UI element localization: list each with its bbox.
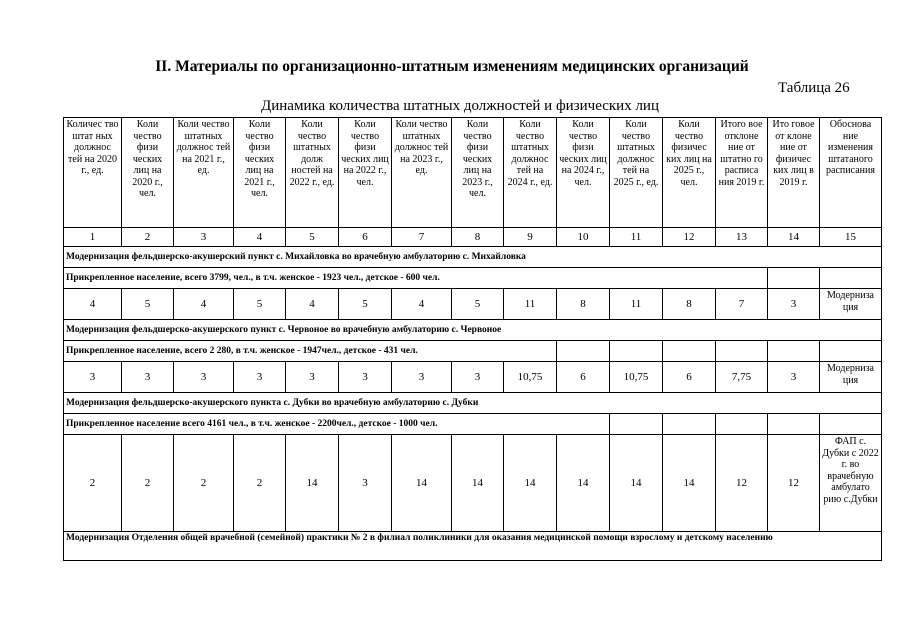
data-cell: 12	[768, 435, 820, 532]
data-cell: 8	[557, 289, 610, 320]
empty-cell	[820, 341, 882, 362]
column-number: 7	[392, 228, 452, 247]
header-cell: Обоснова ние изменения штатаного расписания	[820, 118, 882, 228]
header-cell: Ито говое от клоне ние от физичес ких лиц в 2019 г.	[768, 118, 820, 228]
data-cell: 14	[392, 435, 452, 532]
data-cell: 5	[452, 289, 504, 320]
final-section-title: Модернизация Отделения общей врачебной (семейной) практики № 2 в филиал поликлиники для оказания медицинской помощи взрослому и детскому населению	[64, 532, 882, 561]
empty-cell	[663, 341, 716, 362]
data-cell: 2	[122, 435, 174, 532]
column-number: 2	[122, 228, 174, 247]
data-cell: 3	[174, 362, 234, 393]
data-row	[64, 289, 882, 320]
data-cell: 6	[557, 362, 610, 393]
empty-cell	[716, 341, 768, 362]
data-cell: 11	[610, 289, 663, 320]
header-row	[64, 118, 882, 228]
data-row	[64, 435, 882, 532]
header-cell: Коли чество штатных должнос тей на 2024 г., ед.	[504, 118, 557, 228]
population-row	[64, 341, 882, 362]
header-cell: Коли чество штатных должнос тей на 2021 г., ед.	[174, 118, 234, 228]
data-cell: 7	[716, 289, 768, 320]
population-text: Прикрепленное население, всего 2 280, в т.ч. женское - 1947чел., детское - 431 чел.	[64, 341, 557, 362]
section-title: Модернизация фельдшерско-акушерского пункта с. Дубки во врачебную амбулаторию с. Дубки	[64, 393, 882, 414]
column-number: 14	[768, 228, 820, 247]
column-number: 12	[663, 228, 716, 247]
data-cell: 10,75	[504, 362, 557, 393]
data-cell: 3	[452, 362, 504, 393]
population-text: Прикрепленное население, всего 3799, чел., в т.ч. женское - 1923 чел., детское - 600 чел.	[64, 268, 768, 289]
data-cell: 5	[234, 289, 286, 320]
table-caption: Динамика количества штатных должностей и физических лиц	[261, 98, 659, 114]
data-cell: 12	[716, 435, 768, 532]
data-cell: 10,75	[610, 362, 663, 393]
data-cell: 5	[339, 289, 392, 320]
data-cell: 6	[663, 362, 716, 393]
empty-cell	[820, 268, 882, 289]
empty-cell	[820, 414, 882, 435]
data-cell: 3	[339, 362, 392, 393]
data-cell: 14	[452, 435, 504, 532]
column-number: 11	[610, 228, 663, 247]
data-cell: 14	[286, 435, 339, 532]
column-number: 15	[820, 228, 882, 247]
data-cell: 14	[557, 435, 610, 532]
data-cell: 3	[234, 362, 286, 393]
data-cell: 2	[64, 435, 122, 532]
empty-cell	[557, 341, 610, 362]
data-cell: 3	[768, 289, 820, 320]
data-cell: 4	[392, 289, 452, 320]
empty-cell	[610, 341, 663, 362]
header-cell: Коли чество штатных должнос тей на 2023 г., ед.	[392, 118, 452, 228]
population-row	[64, 414, 882, 435]
section-title: Модернизация фельдшерско-акушерский пункт с. Михайловка во врачебную амбулаторию с. Михайловка	[64, 247, 882, 268]
empty-cell	[716, 414, 768, 435]
data-cell: 3	[122, 362, 174, 393]
data-cell: 2	[174, 435, 234, 532]
data-cell: 8	[663, 289, 716, 320]
section-title-row	[64, 247, 882, 268]
population-row	[64, 268, 882, 289]
column-number: 13	[716, 228, 768, 247]
section-title: Модернизация фельдшерско-акушерского пункт с. Червоное во врачебную амбулаторию с. Червоное	[64, 320, 882, 341]
column-number: 8	[452, 228, 504, 247]
data-cell: 5	[122, 289, 174, 320]
empty-cell	[768, 414, 820, 435]
section-title-row	[64, 393, 882, 414]
empty-cell	[610, 414, 663, 435]
header-cell: Коли чество физи ческих лиц на 2020 г., чел.	[122, 118, 174, 228]
data-cell: 3	[392, 362, 452, 393]
justification-cell: Модерниза ция	[820, 289, 882, 320]
data-cell: 14	[610, 435, 663, 532]
column-number: 3	[174, 228, 234, 247]
column-number: 9	[504, 228, 557, 247]
header-cell: Коли чество штатных должнос тей на 2025 г., ед.	[610, 118, 663, 228]
header-cell: Коли чество физи ческих лиц на 2023 г., чел.	[452, 118, 504, 228]
data-cell: 4	[64, 289, 122, 320]
document-heading: II. Материалы по организационно-штатным изменениям медицинских организаций	[155, 58, 749, 75]
data-cell: 4	[286, 289, 339, 320]
empty-cell	[768, 341, 820, 362]
header-cell: Коли чество физи ческих лиц на 2024 г., чел.	[557, 118, 610, 228]
header-cell: Коли чество физи ческих лиц на 2022 г., чел.	[339, 118, 392, 228]
header-cell: Коли чество штатных долж ностей на 2022 г., ед.	[286, 118, 339, 228]
justification-cell: Модерниза ция	[820, 362, 882, 393]
data-cell: 3	[286, 362, 339, 393]
empty-cell	[663, 414, 716, 435]
empty-cell	[768, 268, 820, 289]
data-cell: 2	[234, 435, 286, 532]
header-cell: Коли чество физичес ких лиц на 2025 г., чел.	[663, 118, 716, 228]
table-number: Таблица 26	[778, 80, 850, 96]
data-cell: 4	[174, 289, 234, 320]
column-number: 6	[339, 228, 392, 247]
data-cell: 14	[504, 435, 557, 532]
final-section-row	[64, 532, 882, 561]
column-number-row	[64, 228, 882, 247]
data-cell: 3	[768, 362, 820, 393]
data-cell: 11	[504, 289, 557, 320]
data-row	[64, 362, 882, 393]
data-cell: 3	[64, 362, 122, 393]
justification-cell: ФАП с. Дубки с 2022 г. во врачебную амбулато рию с.Дубки	[820, 435, 882, 532]
column-number: 1	[64, 228, 122, 247]
header-cell: Количес тво штат ных должнос тей на 2020 г., ед.	[64, 118, 122, 228]
column-number: 10	[557, 228, 610, 247]
column-number: 5	[286, 228, 339, 247]
data-cell: 3	[339, 435, 392, 532]
data-cell: 14	[663, 435, 716, 532]
header-cell: Итого вое отклоне ние от штатно го расписа ния 2019 г.	[716, 118, 768, 228]
population-text: Прикрепленное население всего 4161 чел., в т.ч. женское - 2200чел., детское - 1000 чел.	[64, 414, 610, 435]
column-number: 4	[234, 228, 286, 247]
staffing-table	[63, 117, 882, 561]
section-title-row	[64, 320, 882, 341]
header-cell: Коли чество физи ческих лиц на 2021 г., чел.	[234, 118, 286, 228]
data-cell: 7,75	[716, 362, 768, 393]
